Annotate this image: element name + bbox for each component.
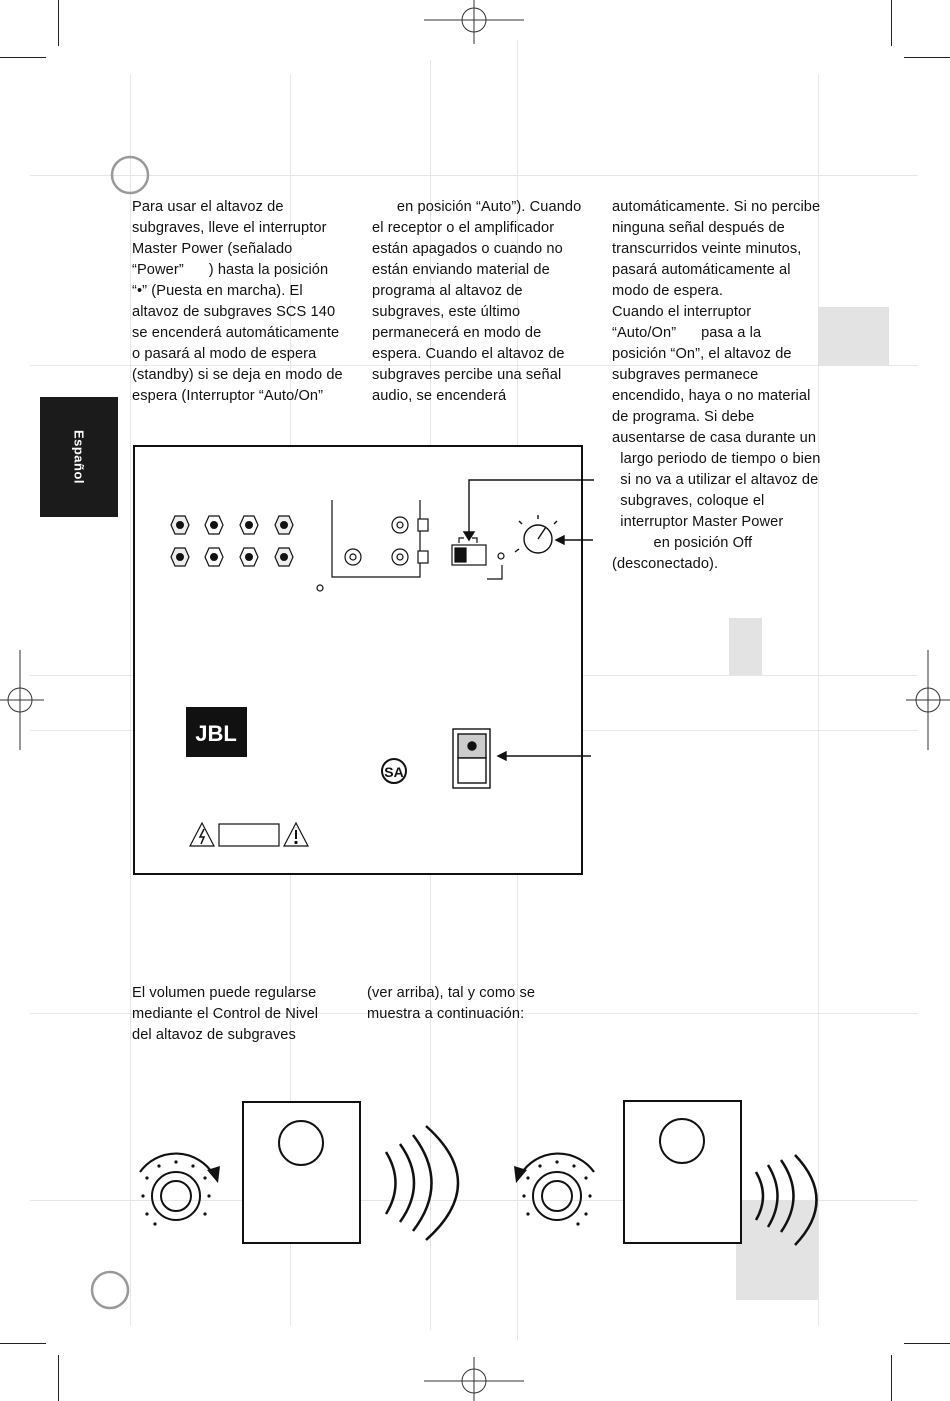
text-line: pasará automáticamente al [612,262,791,278]
text-line: “Auto/On” pasa a la [612,325,762,341]
text-line: están enviando material de [372,262,550,278]
sound-waves-large-icon [386,1126,458,1240]
text-line: subgraves percibe una señal [372,367,562,383]
text-line: encendido, haya o no material [612,388,811,404]
text-line: se encenderá automáticamente [132,325,340,341]
text-line: espera (Interruptor “Auto/On” [132,388,324,404]
text-line: muestra a continuación: [367,1006,525,1022]
text-line: audio, se encenderá [372,388,507,404]
text-line: “Power” ) hasta la posición [132,262,329,278]
certification-mark-text: SA [384,764,404,780]
text-line: (desconectado). [612,556,719,572]
text-line: interruptor Master Power [612,514,784,530]
text-line: del altavoz de subgraves [132,1027,296,1043]
text-line: Cuando el interruptor [612,304,752,320]
sound-waves-small-icon [756,1155,817,1245]
text-line: permanecerá en modo de [372,325,542,341]
text-line: modo de espera. [612,283,724,299]
text-line: largo periodo de tiempo o bien [612,451,821,467]
text-line: en posición Off [612,535,753,551]
text-line: si no va a utilizar el altavoz de [612,472,819,488]
text-line: (standby) si se deja en modo de [132,367,343,383]
text-line: espera. Cuando el altavoz de [372,346,565,362]
text-line: Master Power (señalado [132,241,293,257]
text-line: de programa. Si debe [612,409,755,425]
speaker-box-loud [243,1102,360,1243]
language-tab-label: Español [71,429,87,485]
text-line: en posición “Auto”). Cuando [372,199,582,215]
text-line: El volumen puede regularse [132,985,317,1001]
text-line: o pasará al modo de espera [132,346,317,362]
text-line: están apagados o cuando no [372,241,563,257]
text-line: el receptor o el amplificador [372,220,555,236]
text-line: ausentarse de casa durante un [612,430,817,446]
text-line: “•” (Puesta en marcha). El [132,283,303,299]
text-line: (ver arriba), tal y como se [367,985,536,1001]
text-line: mediante el Control de Nivel [132,1006,319,1022]
text-line: ninguna señal después de [612,220,785,236]
text-line: automáticamente. Si no percibe [612,199,821,215]
text-line: subgraves, este último [372,304,521,320]
knob-counterclockwise-icon [514,1154,594,1226]
text-line: altavoz de subgraves SCS 140 [132,304,336,320]
text-line: subgraves, coloque el [612,493,765,509]
text-line: transcurridos veinte minutos, [612,241,802,257]
text-line: posición “On”, el altavoz de [612,346,792,362]
speaker-box-soft [624,1101,741,1243]
text-line: subgraves, lleve el interruptor [132,220,327,236]
text-line: programa al altavoz de [372,283,523,299]
knob-clockwise-icon [140,1154,220,1226]
text-line: subgraves permanece [612,367,759,383]
text-line: Para usar el altavoz de [132,199,284,215]
jbl-logo-text: JBL [195,721,237,746]
